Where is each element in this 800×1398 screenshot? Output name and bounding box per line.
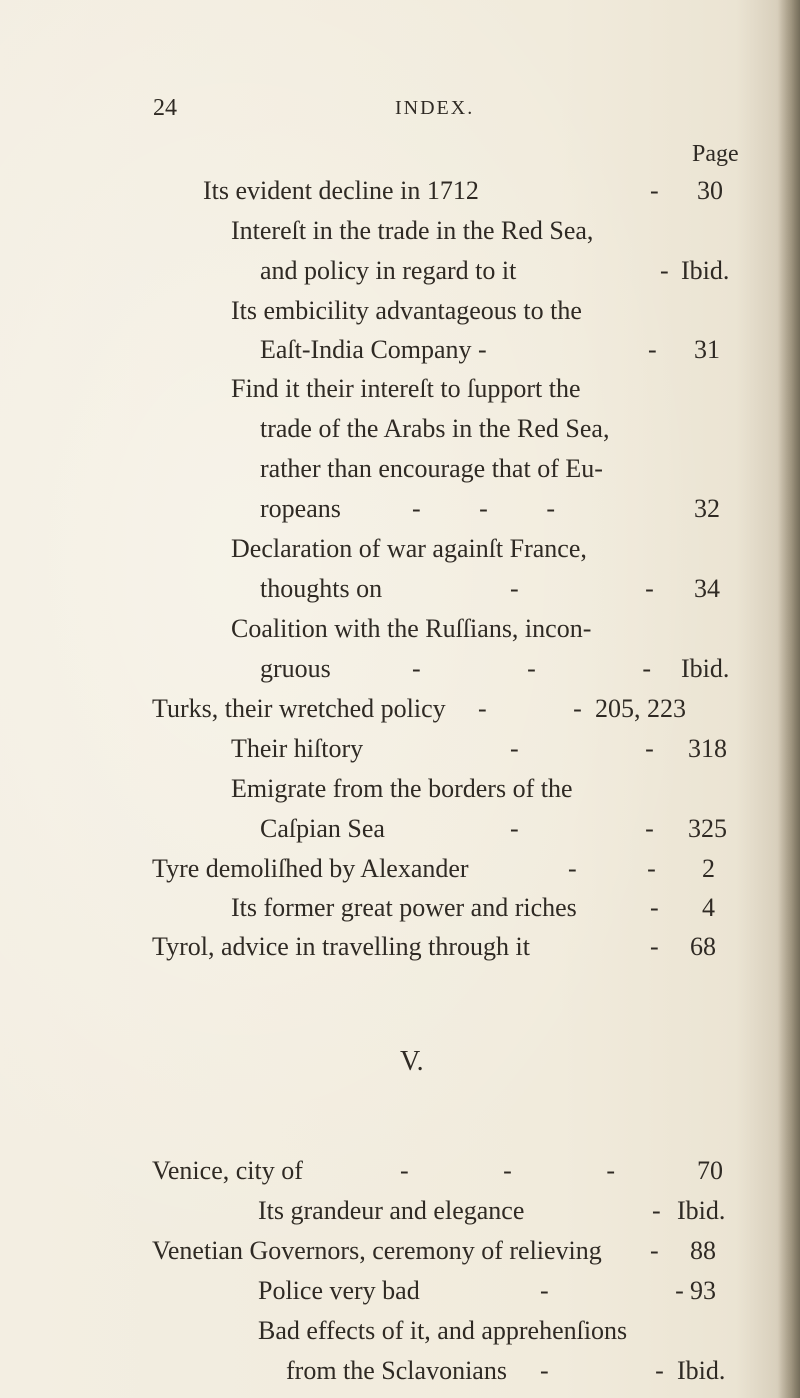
entry-text: Its evident decline in 1712 xyxy=(203,176,479,205)
entry-page: 318 xyxy=(688,734,727,763)
entry-page: Ibid. xyxy=(681,654,730,683)
entry-leader: - - - xyxy=(412,654,651,683)
entry-page: 34 xyxy=(694,574,720,603)
entry-leader: - - xyxy=(540,1276,684,1305)
entry-text: Caſpian Sea xyxy=(260,814,385,843)
entry-text: Their hiſtory xyxy=(231,734,364,763)
entry-text: Find it their intereſt to ſupport the xyxy=(231,374,581,403)
page-column-label: Page xyxy=(692,141,739,167)
entry-text: Tyrol, advice in travelling through it xyxy=(152,932,530,961)
entry-page: 205, 223 xyxy=(595,694,686,723)
entry-page: 70 xyxy=(697,1156,723,1185)
entry-text: Coalition with the Ruſſians, incon- xyxy=(231,614,592,643)
entry-page: Ibid. xyxy=(681,256,730,285)
entry-leader: - - xyxy=(510,814,654,843)
entry-text: Emigrate from the borders of the xyxy=(231,774,573,803)
entry-text: Bad effects of it, and apprehenſions xyxy=(258,1316,628,1345)
entry-text: Venice, city of xyxy=(152,1156,303,1185)
entry-text: Intereſt in the trade in the Red Sea, xyxy=(231,216,594,245)
entry-text: gruous xyxy=(260,654,331,683)
entry-leader: - - xyxy=(568,854,656,883)
entry-text: Tyre demoliſhed by Alexander xyxy=(152,854,469,883)
entry-text: Eaſt-India Company - xyxy=(260,335,487,364)
entry-text: and policy in regard to it xyxy=(260,256,517,285)
entry-leader: - xyxy=(650,176,659,205)
entry-leader: - - xyxy=(510,734,654,763)
entry-page: 325 xyxy=(688,814,727,843)
entry-text: thoughts on xyxy=(260,574,383,603)
entry-leader: - xyxy=(660,256,669,285)
entry-page: 30 xyxy=(697,176,723,205)
entry-leader: - xyxy=(650,1236,659,1265)
entry-text: Turks, their wretched policy xyxy=(152,694,446,723)
entry-leader: - xyxy=(650,893,659,922)
entry-leader: - - xyxy=(478,694,582,723)
entry-text: Its grandeur and elegance xyxy=(258,1196,525,1225)
entry-page: Ibid. xyxy=(677,1356,726,1385)
entry-text: Police very bad xyxy=(258,1276,420,1305)
entry-page: 88 xyxy=(690,1236,716,1265)
entry-leader: - xyxy=(652,1196,661,1225)
entry-leader: - - xyxy=(540,1356,664,1385)
entry-page: 32 xyxy=(694,494,720,523)
entry-leader: - - - xyxy=(412,494,555,523)
entry-leader: - xyxy=(648,335,657,364)
entry-page: 93 xyxy=(690,1276,716,1305)
entry-leader: - - xyxy=(510,574,654,603)
running-title: INDEX. xyxy=(395,97,475,119)
entry-text: trade of the Arabs in the Red Sea, xyxy=(260,414,610,443)
section-heading-v: V. xyxy=(400,1046,424,1077)
entry-page: 2 xyxy=(702,854,715,883)
entry-text: ropeans xyxy=(260,494,341,523)
entry-text: Venetian Governors, ceremony of relieving xyxy=(152,1236,602,1265)
entry-page: 68 xyxy=(690,932,716,961)
entry-text: Its former great power and riches xyxy=(231,893,577,922)
entry-text: Its embicility advantageous to the xyxy=(231,296,582,325)
entry-text: Declaration of war againſt France, xyxy=(231,534,587,563)
entry-leader: - xyxy=(650,932,659,961)
entry-page: 31 xyxy=(694,335,720,364)
entry-page: Ibid. xyxy=(677,1196,726,1225)
entry-text: rather than encourage that of Eu- xyxy=(260,454,603,483)
entry-leader: - - - xyxy=(400,1156,615,1185)
entry-text: from the Sclavonians xyxy=(286,1356,507,1385)
entry-page: 4 xyxy=(702,893,715,922)
page-edge-shadow xyxy=(778,0,800,1398)
page-number: 24 xyxy=(153,95,177,121)
